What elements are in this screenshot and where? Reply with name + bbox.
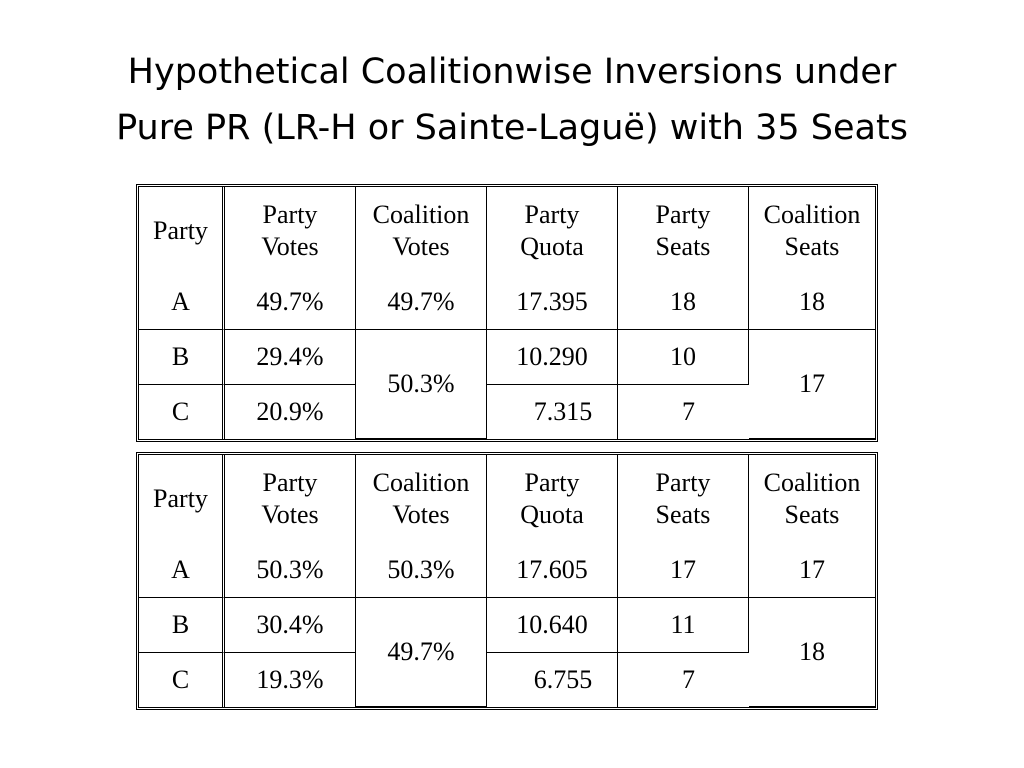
results-table-1 <box>136 184 878 442</box>
cell-party-votes: 50.3% <box>225 543 356 598</box>
cell-coalition-votes: 49.7% <box>356 275 487 330</box>
cell-party-seats: 11 <box>618 598 749 653</box>
header-party-quota: Party Quota <box>487 187 618 275</box>
cell-coalition-seats: 17 <box>749 543 875 598</box>
cell-party: A <box>139 275 225 330</box>
cell-party-votes: 30.4% <box>225 598 356 653</box>
header-party-quota: Party Quota <box>487 455 618 543</box>
slide-title-line-1: Hypothetical Coalitionwise Inversions under <box>127 52 897 92</box>
cell-party-quota: 10.640 <box>487 598 618 653</box>
header-party-seats: Party Seats <box>618 455 749 543</box>
header-party-seats: Party Seats <box>618 187 749 275</box>
header-coalition-votes: Coalition Votes <box>356 455 487 543</box>
cell-party: B <box>139 330 225 385</box>
cell-party-quota: 17.605 <box>487 543 618 598</box>
table-row-party-a <box>139 275 875 330</box>
cell-party: C <box>139 385 225 439</box>
cell-party: C <box>139 653 225 707</box>
cell-party-votes: 29.4% <box>225 330 356 385</box>
cell-party-quota: 6.755 <box>487 653 618 707</box>
header-party-votes: Party Votes <box>225 187 356 275</box>
cell-coalition-seats-bc: 18 <box>749 598 875 707</box>
cell-party-seats: 10 <box>618 330 749 385</box>
cell-coalition-seats: 18 <box>749 275 875 330</box>
slide-title <box>0 44 1024 156</box>
cell-party-votes: 49.7% <box>225 275 356 330</box>
cell-party-seats: 17 <box>618 543 749 598</box>
cell-party-quota: 10.290 <box>487 330 618 385</box>
cell-party: B <box>139 598 225 653</box>
cell-party-quota: 17.395 <box>487 275 618 330</box>
header-coalition-votes: Coalition Votes <box>356 187 487 275</box>
header-party: Party <box>139 455 225 543</box>
table-header-row <box>139 455 875 543</box>
header-coalition-seats: Coalition Seats <box>763 468 861 529</box>
cell-coalition-votes-bc: 50.3% <box>356 330 487 439</box>
cell-party-seats: 7 <box>682 397 695 426</box>
cell-party-votes: 20.9% <box>225 385 356 439</box>
table-header-row <box>139 187 875 275</box>
slide-title-line-2: Pure PR (LR-H or Sainte-Laguë) with 35 Seats <box>116 108 908 148</box>
cell-coalition-votes-bc: 49.7% <box>356 598 487 707</box>
cell-party-seats: 7 <box>682 665 695 694</box>
header-coalition-seats: Coalition Seats <box>763 200 861 261</box>
cell-party-votes: 19.3% <box>225 653 356 707</box>
cell-party: A <box>139 543 225 598</box>
cell-coalition-votes: 50.3% <box>356 543 487 598</box>
header-party-votes: Party Votes <box>225 455 356 543</box>
table-row-party-b <box>139 330 875 385</box>
table-row-party-b <box>139 598 875 653</box>
table-row-party-a <box>139 543 875 598</box>
header-party: Party <box>139 187 225 275</box>
cell-party-seats: 18 <box>618 275 749 330</box>
cell-party-quota: 7.315 <box>487 385 618 439</box>
cell-coalition-seats-bc: 17 <box>749 330 875 439</box>
results-table-2 <box>136 452 878 710</box>
